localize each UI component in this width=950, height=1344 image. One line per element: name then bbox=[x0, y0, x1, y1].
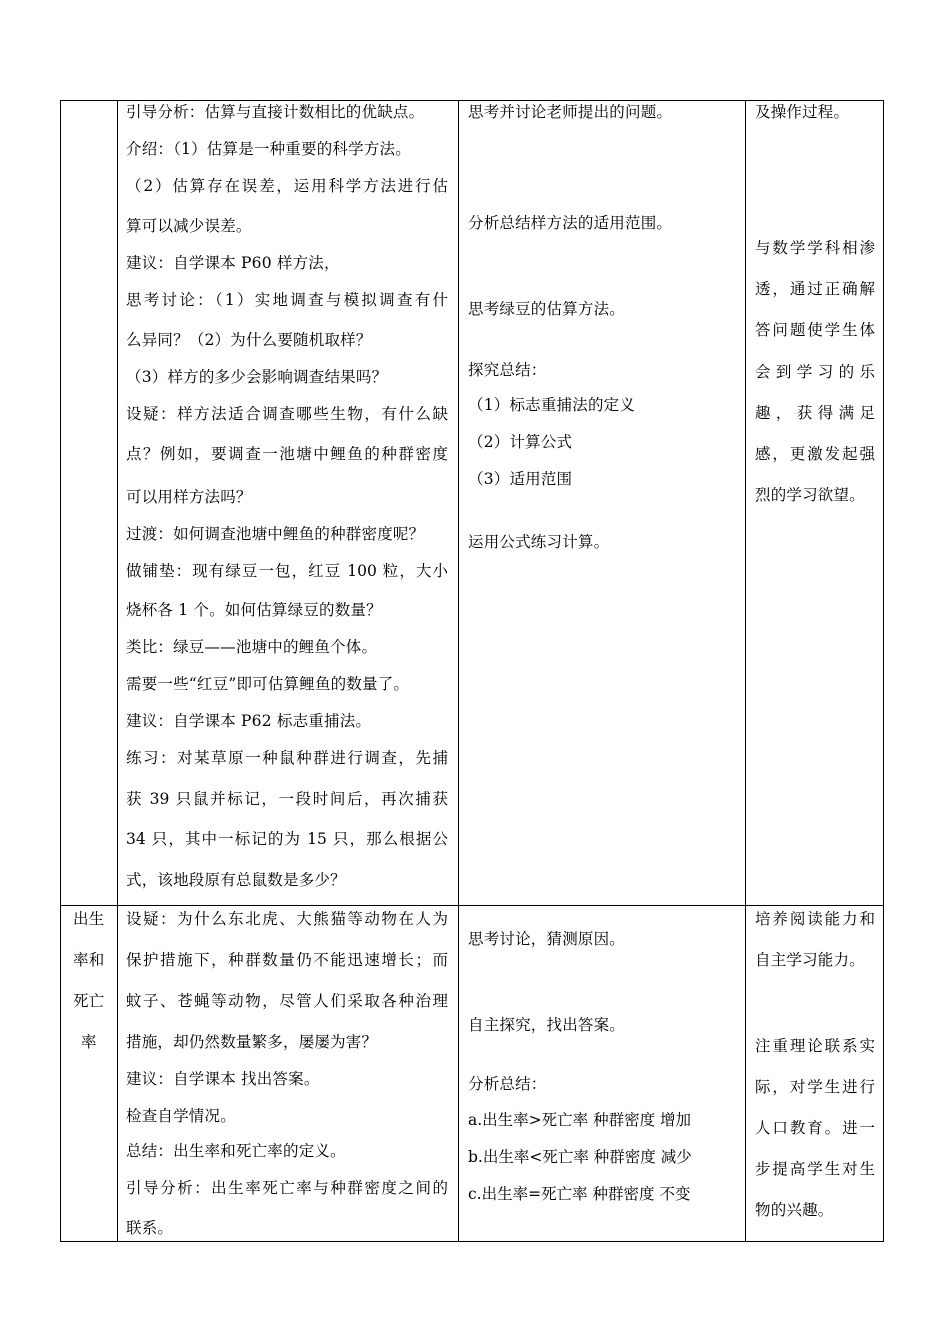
text-line: 死亡 bbox=[73, 992, 105, 1010]
text-line: 措施，却仍然数量繁多，屡屡为害？ bbox=[126, 1033, 378, 1051]
text-line: 及操作过程。 bbox=[755, 103, 850, 121]
text-line: 透，通过正确解 bbox=[755, 280, 875, 298]
text-line: 保护措施下，种群数量仍不能迅速增长；而 bbox=[126, 951, 448, 969]
text-line: 与数学学科相渗 bbox=[755, 239, 875, 257]
table-col-divider-1 bbox=[117, 100, 118, 1242]
text-line: 检查自学情况。 bbox=[126, 1107, 236, 1125]
text-line: 烧杯各 1 个。如何估算绿豆的数量？ bbox=[126, 601, 382, 619]
text-line: 类比：绿豆——池塘中的鲤鱼个体。 bbox=[126, 638, 378, 656]
text-line: 分析总结样方法的适用范围。 bbox=[468, 214, 673, 232]
text-line: 思考绿豆的估算方法。 bbox=[468, 300, 626, 318]
text-line: 思考讨论：（1）实地调查与模拟调查有什 bbox=[126, 291, 448, 309]
text-line: 会到学习的乐 bbox=[755, 363, 875, 381]
text-line: 总结：出生率和死亡率的定义。 bbox=[126, 1142, 346, 1160]
text-line: 思考并讨论老师提出的问题。 bbox=[468, 103, 673, 121]
text-line: 思考讨论，猜测原因。 bbox=[468, 930, 626, 948]
text-line: 答问题使学生体 bbox=[755, 321, 875, 339]
text-line: 注重理论联系实 bbox=[755, 1037, 875, 1055]
text-line: 过渡：如何调查池塘中鲤鱼的种群密度呢？ bbox=[126, 525, 425, 543]
text-line: 练习：对某草原一种鼠种群进行调查，先捕 bbox=[126, 749, 448, 767]
text-line: 蚊子、苍蝇等动物，尽管人们采取各种治理 bbox=[126, 992, 448, 1010]
text-line: 介绍：（1）估算是一种重要的科学方法。 bbox=[126, 140, 411, 158]
text-line: （1）标志重捕法的定义 bbox=[468, 396, 636, 414]
text-line: 自主学习能力。 bbox=[755, 951, 865, 969]
table-border-right bbox=[883, 100, 884, 1242]
text-line: 人口教育。进一 bbox=[755, 1119, 875, 1137]
text-line: （2）计算公式 bbox=[468, 433, 573, 451]
text-line: c.出生率=死亡率 种群密度 不变 bbox=[468, 1185, 691, 1203]
text-line: 做铺垫：现有绿豆一包，红豆 100 粒，大小 bbox=[126, 562, 448, 580]
text-line: a.出生率>死亡率 种群密度 增加 bbox=[468, 1111, 692, 1129]
text-line: 建议：自学课本 找出答案。 bbox=[126, 1070, 320, 1088]
table-border-top bbox=[60, 100, 884, 101]
text-line: 设疑：为什么东北虎、大熊猫等动物在人为 bbox=[126, 910, 448, 928]
table-row-divider bbox=[60, 905, 884, 906]
text-line: 物的兴趣。 bbox=[755, 1201, 834, 1219]
table-border-left bbox=[60, 100, 61, 1242]
text-line: 联系。 bbox=[126, 1219, 174, 1237]
text-line: 需要一些“红豆”即可估算鲤鱼的数量了。 bbox=[126, 675, 410, 693]
text-line: 34 只，其中一标记的为 15 只，那么根据公 bbox=[126, 830, 448, 848]
text-line: 出生 bbox=[73, 910, 105, 928]
text-line: 际，对学生进行 bbox=[755, 1078, 875, 1096]
text-line: （2）估算存在误差，运用科学方法进行估 bbox=[126, 177, 448, 195]
text-line: 分析总结： bbox=[468, 1075, 547, 1093]
table-col-divider-2 bbox=[458, 100, 459, 1242]
text-line: 自主探究，找出答案。 bbox=[468, 1016, 626, 1034]
text-line: 培养阅读能力和 bbox=[755, 910, 875, 928]
text-line: 么异同？（2）为什么要随机取样？ bbox=[126, 331, 372, 349]
text-line: 运用公式练习计算。 bbox=[468, 533, 610, 551]
text-line: 引导分析：估算与直接计数相比的优缺点。 bbox=[126, 103, 425, 121]
text-line: 趣，获得满足 bbox=[755, 404, 875, 422]
text-line: 式，该地段原有总鼠数是多少？ bbox=[126, 871, 346, 889]
text-line: 设疑：样方法适合调查哪些生物，有什么缺 bbox=[126, 405, 448, 423]
text-line: 引导分析：出生率死亡率与种群密度之间的 bbox=[126, 1179, 448, 1197]
text-line: 感，更激发起强 bbox=[755, 445, 875, 463]
text-line: 步提高学生对生 bbox=[755, 1160, 875, 1178]
table-col-divider-3 bbox=[745, 100, 746, 1242]
text-line: 获 39 只鼠并标记，一段时间后，再次捕获 bbox=[126, 790, 448, 808]
text-line: b.出生率<死亡率 种群密度 减少 bbox=[468, 1148, 692, 1166]
table-border-bottom bbox=[60, 1241, 884, 1242]
text-line: 点？例如，要调查一池塘中鲤鱼的种群密度 bbox=[126, 445, 448, 463]
text-line: （3）适用范围 bbox=[468, 470, 573, 488]
text-line: 算可以减少误差。 bbox=[126, 217, 252, 235]
text-line: 建议：自学课本 P62 标志重捕法。 bbox=[126, 712, 372, 730]
text-line: 探究总结： bbox=[468, 361, 547, 379]
text-line: 率和 bbox=[73, 951, 105, 969]
text-line: 率 bbox=[81, 1033, 97, 1051]
text-line: 烈的学习欲望。 bbox=[755, 486, 865, 504]
text-line: 建议：自学课本 P60 样方法， bbox=[126, 254, 340, 272]
text-line: 可以用样方法吗？ bbox=[126, 488, 252, 506]
text-line: （3）样方的多少会影响调查结果吗？ bbox=[126, 368, 388, 386]
